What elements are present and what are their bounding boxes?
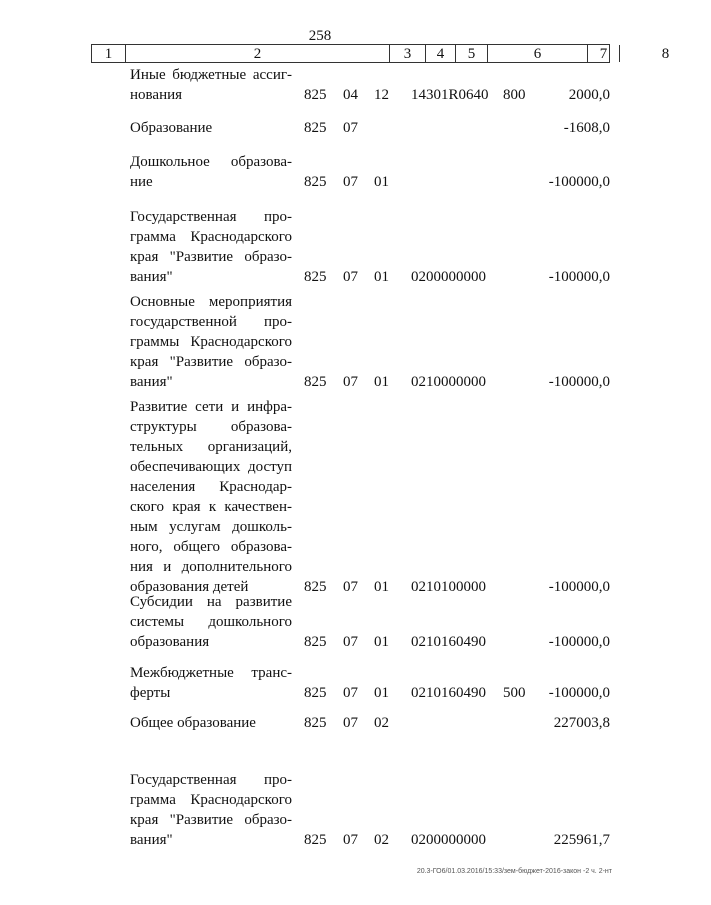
cell-col-4: 07 (343, 579, 358, 595)
cell-col-5: 02 (374, 832, 389, 848)
row-name-line: Государственная про- (130, 209, 292, 225)
cell-col-5: 01 (374, 269, 389, 285)
row-name-line: обеспечивающих доступ (130, 459, 292, 475)
cell-col-3: 825 (304, 634, 327, 650)
row-name-line: системы дошкольного (130, 614, 292, 630)
cell-col-3: 825 (304, 374, 327, 390)
cell-col-6: 0200000000 (411, 832, 486, 848)
cell-col-4: 07 (343, 715, 358, 731)
cell-col-3: 825 (304, 579, 327, 595)
cell-col-5: 01 (374, 374, 389, 390)
cell-col-3: 825 (304, 715, 327, 731)
table-header (91, 44, 670, 63)
row-name (130, 397, 292, 597)
cell-col-8: 225961,7 (553, 832, 610, 848)
row-name-line: граммы Краснодарского (130, 334, 292, 350)
row-name-line: Государственная про- (130, 772, 292, 788)
page-number: 258 (308, 28, 332, 44)
cell-col-4: 07 (343, 174, 358, 190)
header-col-4: 4 (426, 45, 456, 62)
cell-col-6: 0210000000 (411, 374, 486, 390)
cell-col-4: 07 (343, 634, 358, 650)
cell-col-3: 825 (304, 269, 327, 285)
row-name-line: тельных организаций, (130, 439, 292, 455)
row-name-line: ферты (130, 685, 171, 701)
cell-col-4: 07 (343, 269, 358, 285)
row-name (130, 152, 292, 192)
row-name-line: грамма Краснодарского (130, 229, 292, 245)
row-name-line: края "Развитие образо- (130, 249, 292, 265)
row-name-line: Общее образование (130, 715, 256, 731)
cell-col-3: 825 (304, 120, 327, 136)
cell-col-6: 0200000000 (411, 269, 486, 285)
row-name-line: государственной про- (130, 314, 292, 330)
row-name-line: ным услугам дошколь- (130, 519, 292, 535)
cell-col-5: 02 (374, 715, 389, 731)
row-name-line: ние (130, 174, 153, 190)
row-name (130, 592, 292, 652)
row-name (130, 65, 292, 105)
cell-col-3: 825 (304, 87, 327, 103)
cell-col-8: 227003,8 (553, 715, 610, 731)
row-name-line: Субсидии на развитие (130, 594, 292, 610)
row-name (130, 292, 292, 392)
row-name-line: вания" (130, 374, 173, 390)
cell-col-3: 825 (304, 685, 327, 701)
cell-col-7: 800 (503, 87, 526, 103)
row-name-line: Основные мероприятия (130, 294, 292, 310)
cell-col-8: -1608,0 (563, 120, 610, 136)
cell-col-5: 12 (374, 87, 389, 103)
row-name-line: нования (130, 87, 183, 103)
row-name-line: вания" (130, 832, 173, 848)
cell-col-8: -100000,0 (548, 634, 610, 650)
cell-col-8: -100000,0 (548, 269, 610, 285)
cell-col-5: 01 (374, 685, 389, 701)
header-col-2: 2 (126, 45, 390, 62)
row-name-line: вания" (130, 269, 173, 285)
row-name-line: Образование (130, 120, 213, 136)
row-name-line: образования (130, 634, 210, 650)
row-name-line: образования детей (130, 579, 249, 595)
header-col-3: 3 (390, 45, 426, 62)
cell-col-8: -100000,0 (548, 685, 610, 701)
cell-col-5: 01 (374, 634, 389, 650)
cell-col-5: 01 (374, 174, 389, 190)
header-col-1: 1 (92, 45, 126, 62)
row-name-line: населения Краснодар- (130, 479, 292, 495)
row-name-line: структуры образова- (130, 419, 292, 435)
cell-col-8: -100000,0 (548, 374, 610, 390)
cell-col-3: 825 (304, 174, 327, 190)
footer-note: 20.3-ГО6/01.03.2016/15:33/зем-бюджет-2016-закон -2 ч. 2-нт (416, 868, 612, 875)
row-name-line: ского края к качествен- (130, 499, 292, 515)
row-name (130, 713, 292, 733)
cell-col-4: 07 (343, 832, 358, 848)
header-col-7: 7 (588, 45, 620, 62)
row-name-line: Межбюджетные транс- (130, 665, 292, 681)
cell-col-8: -100000,0 (548, 579, 610, 595)
cell-col-5: 01 (374, 579, 389, 595)
cell-col-4: 07 (343, 120, 358, 136)
header-col-5: 5 (456, 45, 488, 62)
cell-col-4: 07 (343, 685, 358, 701)
row-name-line: ния и дополнительного (130, 559, 292, 575)
row-name-line: края "Развитие образо- (130, 812, 292, 828)
row-name-line: ного, общего образова- (130, 539, 292, 555)
row-name (130, 207, 292, 287)
row-name-line: Дошкольное образова- (130, 154, 292, 170)
row-name-line: Иные бюджетные ассиг- (130, 67, 292, 83)
cell-col-7: 500 (503, 685, 526, 701)
row-name (130, 118, 292, 138)
cell-col-4: 07 (343, 374, 358, 390)
cell-col-6: 14301R0640 (411, 87, 489, 103)
row-name (130, 663, 292, 703)
cell-col-8: 2000,0 (568, 87, 610, 103)
cell-col-6: 0210100000 (411, 579, 486, 595)
row-name-line: грамма Краснодарского (130, 792, 292, 808)
cell-col-6: 0210160490 (411, 685, 486, 701)
cell-col-8: -100000,0 (548, 174, 610, 190)
cell-col-4: 04 (343, 87, 358, 103)
header-col-8: 8 (661, 46, 670, 62)
row-name-line: края "Развитие образо- (130, 354, 292, 370)
cell-col-3: 825 (304, 832, 327, 848)
row-name-line: Развитие сети и инфра- (130, 399, 292, 415)
header-col-6: 6 (488, 45, 588, 62)
row-name (130, 770, 292, 850)
cell-col-6: 0210160490 (411, 634, 486, 650)
